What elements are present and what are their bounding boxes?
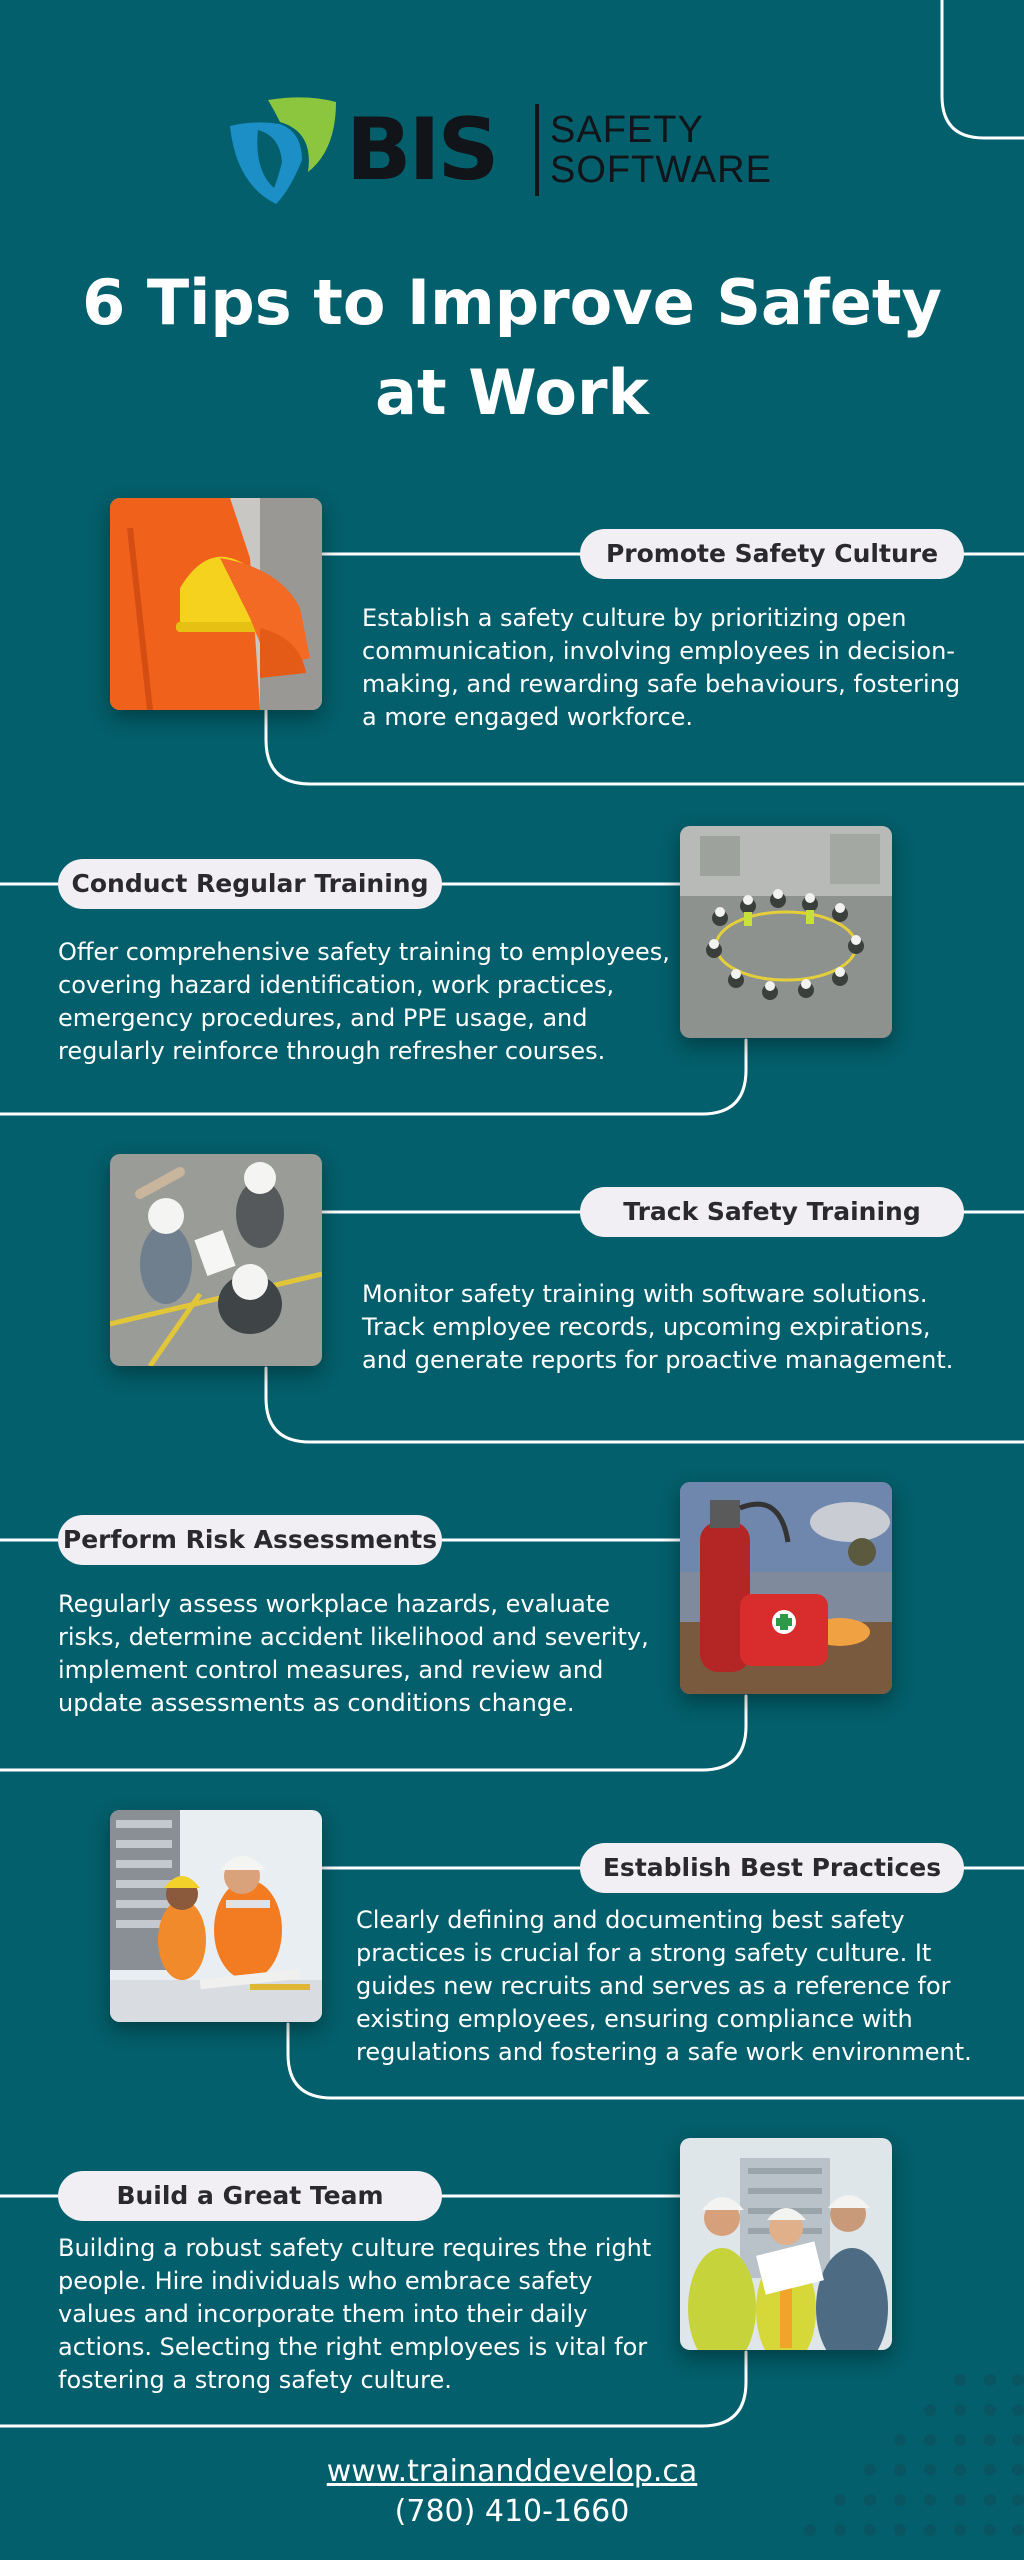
logo-divider: [535, 104, 539, 196]
photo-team-reviewing-document: [680, 2138, 892, 2350]
tip-description: Regularly assess workplace hazards, evaluate risks, determine accident likelihood and severity, implement control measures, and review and update assessments as conditions change.: [58, 1590, 649, 1717]
photo-fire-extinguisher-first-aid-kit: [680, 1482, 892, 1694]
tip-heading: Establish Best Practices: [580, 1843, 964, 1893]
tip-heading: Build a Great Team: [58, 2171, 442, 2221]
tip-heading: Track Safety Training: [580, 1187, 964, 1237]
website-link[interactable]: www.trainanddevelop.ca: [326, 2454, 698, 2489]
phone-number: (780) 410-1660: [394, 2494, 630, 2529]
logo-line-1: SAFETY: [550, 109, 704, 151]
bis-logo: [228, 92, 798, 207]
shield-logo-icon: [228, 92, 338, 207]
photo-workers-with-clipboard: [110, 1154, 322, 1366]
tip-heading: Conduct Regular Training: [58, 859, 442, 909]
tip-description: Clearly defining and documenting best safety practices is crucial for a strong safety culture. It guides new recruits and serves as a reference for existing employees, ensuring compliance with regulations and fostering a safe work environment.: [356, 1906, 972, 2066]
photo-engineers-reviewing-plans: [110, 1810, 322, 2022]
photo-workers-circle-training: [680, 826, 892, 1038]
page-title: 6 Tips to Improve Safety at Work: [82, 266, 942, 429]
tip-description: Building a robust safety culture requires the right people. Hire individuals who embrace safety values and incorporate them into their daily actions. Selecting the right employees is vital for fostering a strong safety culture.: [58, 2234, 652, 2394]
logo-wordmark: BIS: [346, 100, 497, 200]
photo-worker-holding-hardhat: [110, 498, 322, 710]
tip-description: Monitor safety training with software solutions. Track employee records, upcoming expirations, and generate reports for proactive management.: [362, 1280, 954, 1374]
tip-description: Offer comprehensive safety training to employees, covering hazard identification, work practices, emergency procedures, and PPE usage, and regularly reinforce through refresher courses.: [58, 938, 670, 1065]
tip-description: Establish a safety culture by prioritizing open communication, involving employees in decision-making, and rewarding safe behaviours, fostering a more engaged workforce.: [362, 604, 961, 731]
logo-line-2: SOFTWARE: [550, 149, 772, 191]
tip-heading: Promote Safety Culture: [580, 529, 964, 579]
tip-heading: Perform Risk Assessments: [58, 1515, 442, 1565]
